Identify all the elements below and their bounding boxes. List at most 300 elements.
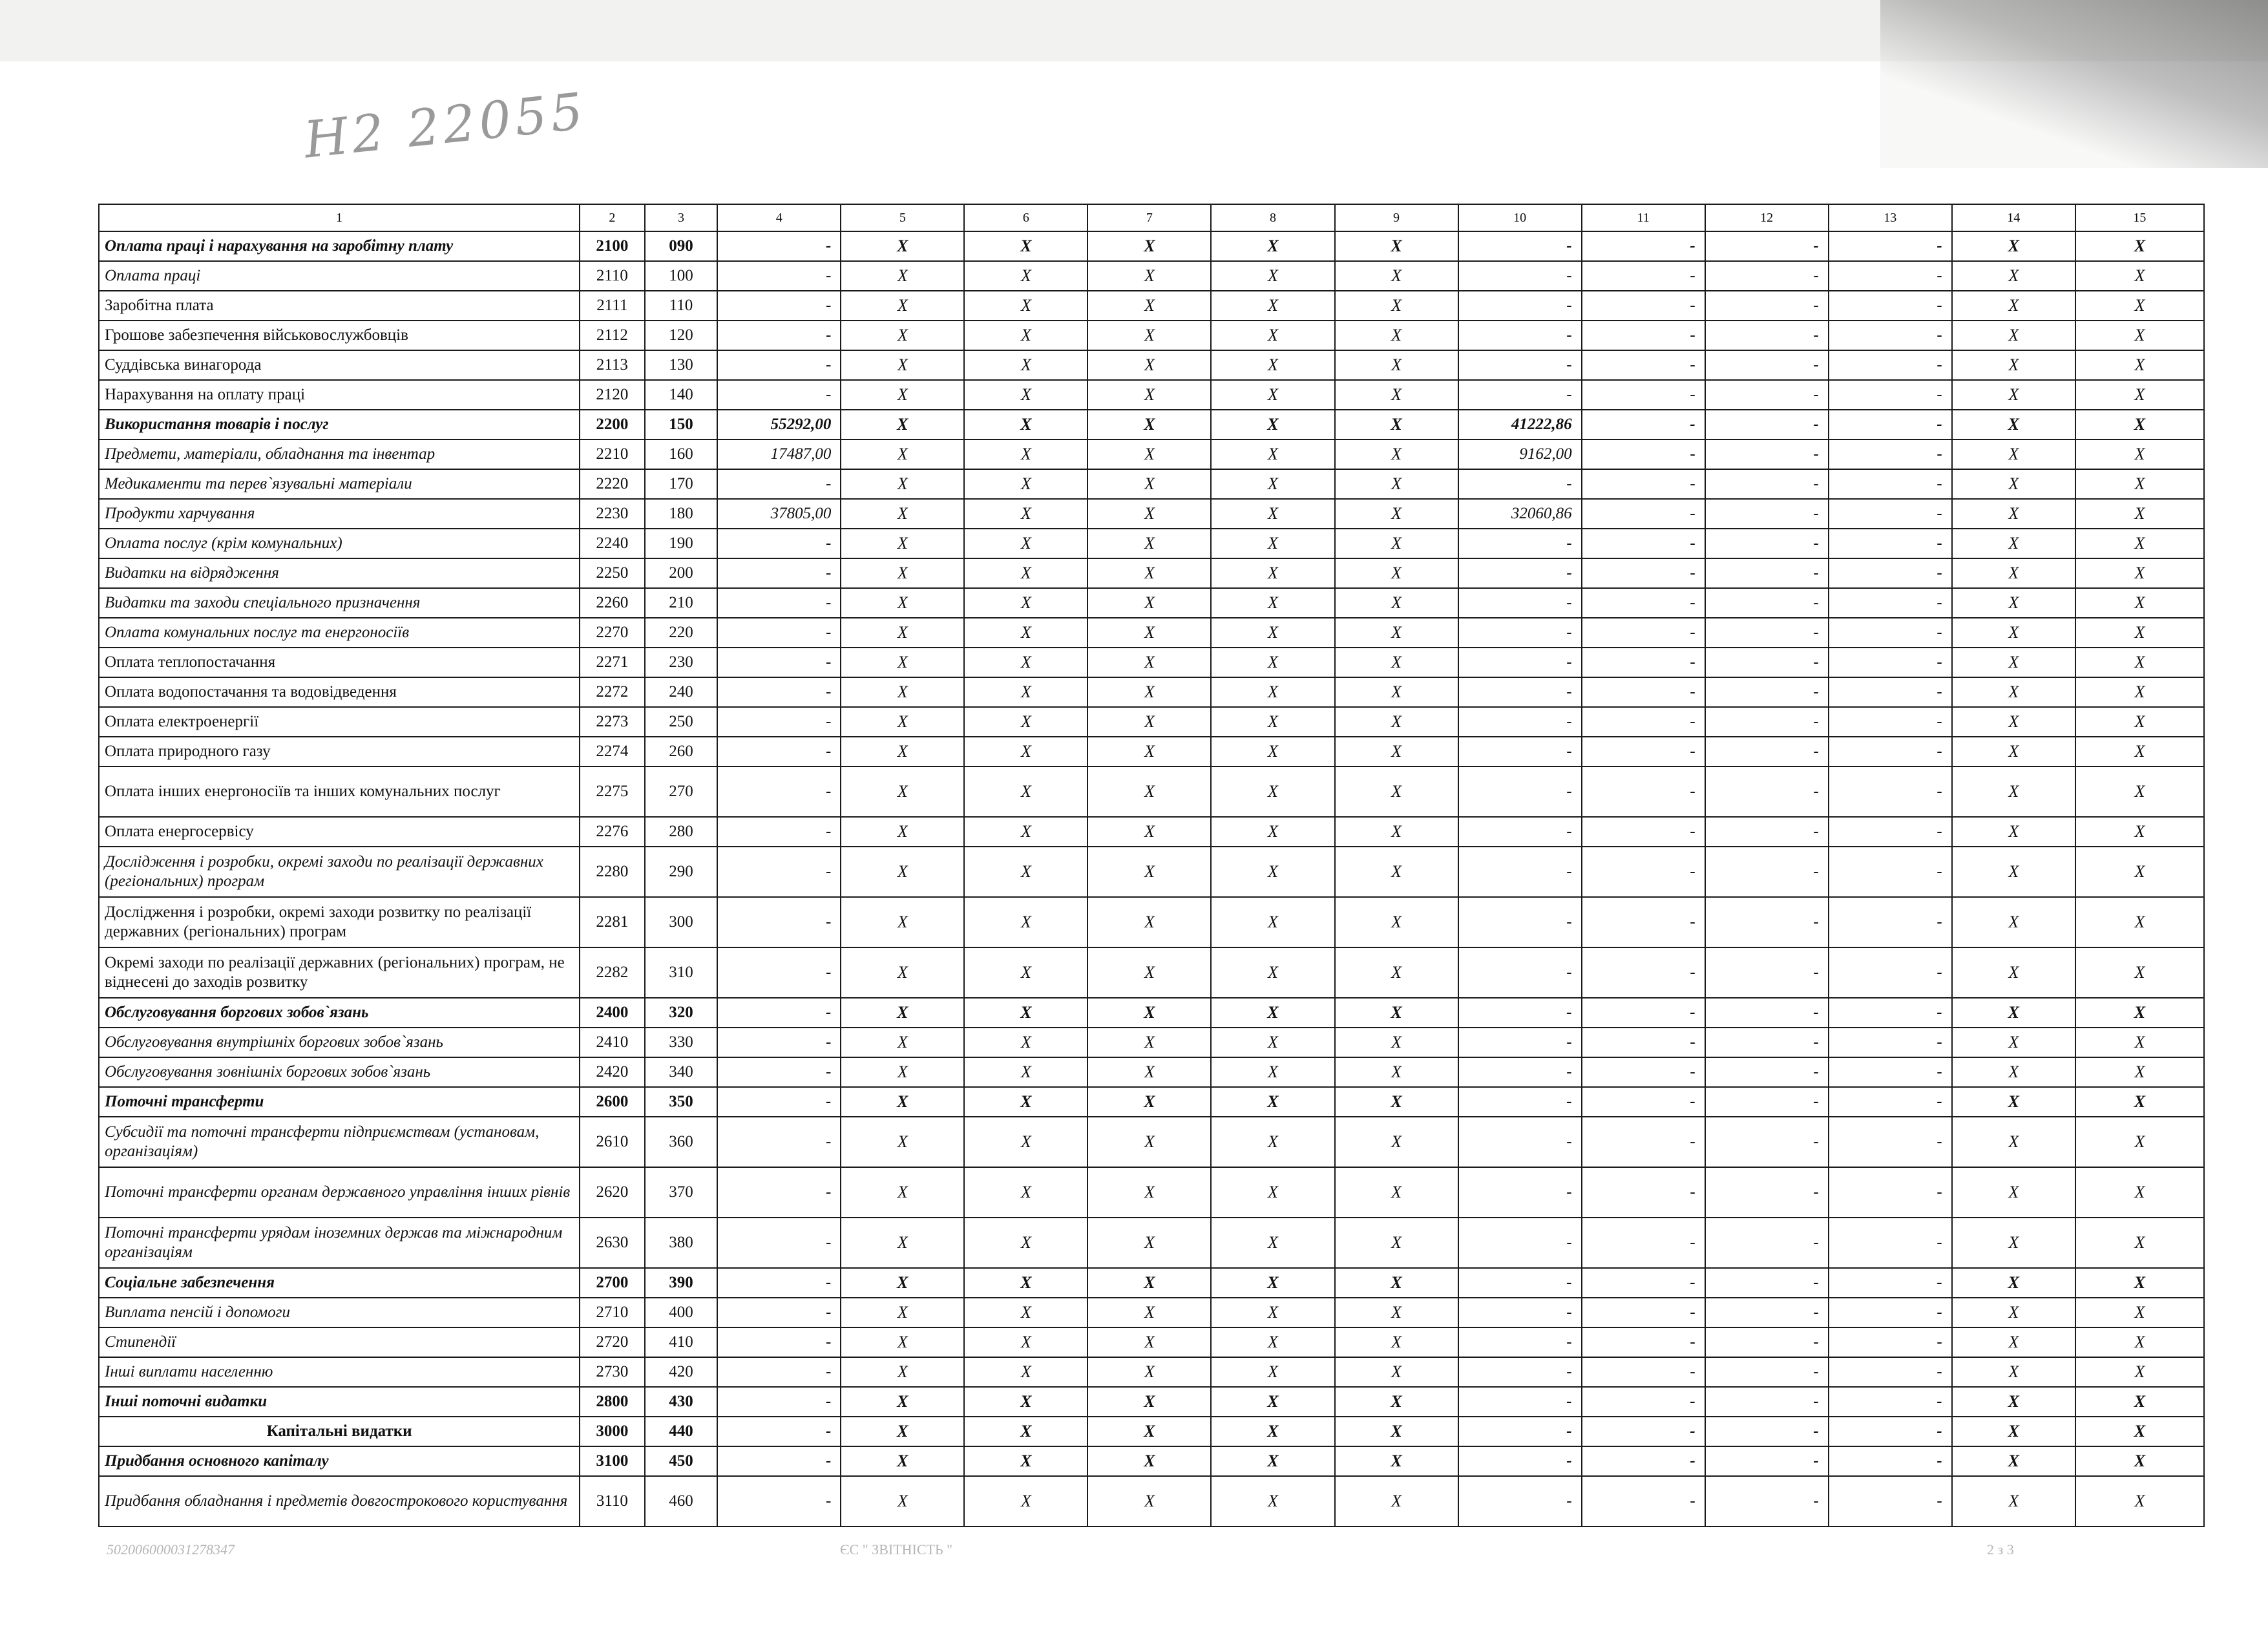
table-row: [99, 947, 2204, 998]
table-row: [99, 1327, 2204, 1357]
table-row: [99, 1357, 2204, 1387]
crossed-cell: X: [1087, 529, 1211, 558]
crossed-cell: X: [964, 1218, 1087, 1268]
crossed-cell: X: [1952, 817, 2075, 847]
amount-cell: -: [717, 847, 841, 897]
amount-cell: -: [1582, 261, 1705, 291]
crossed-cell: X: [2075, 707, 2204, 737]
crossed-cell: X: [964, 897, 1087, 947]
crossed-cell: X: [964, 1117, 1087, 1167]
crossed-cell: X: [1952, 350, 2075, 380]
amount-cell: -: [1582, 1327, 1705, 1357]
crossed-cell: X: [1952, 410, 2075, 439]
crossed-cell: X: [1952, 1167, 2075, 1218]
crossed-cell: X: [1087, 469, 1211, 499]
crossed-cell: X: [841, 1387, 964, 1417]
table-row: [99, 1057, 2204, 1087]
kekv-code: 2100: [580, 231, 645, 261]
amount-cell: -: [1582, 1057, 1705, 1087]
kekv-code: 2630: [580, 1218, 645, 1268]
table-row: [99, 261, 2204, 291]
crossed-cell: X: [964, 947, 1087, 998]
row-code: 450: [645, 1446, 718, 1476]
amount-cell: -: [717, 321, 841, 350]
row-code: 150: [645, 410, 718, 439]
crossed-cell: X: [964, 1087, 1087, 1117]
amount-cell: -: [1458, 350, 1582, 380]
kekv-code: 2276: [580, 817, 645, 847]
crossed-cell: X: [1211, 737, 1334, 766]
column-number-header: 3: [645, 204, 718, 231]
crossed-cell: X: [1087, 380, 1211, 410]
crossed-cell: X: [2075, 1387, 2204, 1417]
crossed-cell: X: [841, 1167, 964, 1218]
table-row: [99, 529, 2204, 558]
amount-cell: -: [717, 1417, 841, 1446]
crossed-cell: X: [841, 380, 964, 410]
amount-cell: -: [1829, 558, 1952, 588]
expenditure-item-name: Продукти харчування: [99, 499, 580, 529]
amount-cell: -: [1829, 1387, 1952, 1417]
amount-cell: 9162,00: [1458, 439, 1582, 469]
crossed-cell: X: [964, 291, 1087, 321]
amount-cell: -: [1458, 1417, 1582, 1446]
expenditure-item-name: Оплата водопостачання та водовідведення: [99, 677, 580, 707]
amount-cell: -: [717, 380, 841, 410]
amount-cell: -: [1705, 817, 1829, 847]
table-row: [99, 1167, 2204, 1218]
row-code: 260: [645, 737, 718, 766]
table-row: [99, 618, 2204, 648]
amount-cell: -: [1458, 847, 1582, 897]
amount-cell: -: [1458, 1357, 1582, 1387]
table-row: [99, 1117, 2204, 1167]
row-code: 210: [645, 588, 718, 618]
amount-cell: -: [717, 588, 841, 618]
crossed-cell: X: [2075, 469, 2204, 499]
crossed-cell: X: [841, 677, 964, 707]
amount-cell: -: [717, 558, 841, 588]
crossed-cell: X: [1335, 1268, 1458, 1298]
amount-cell: -: [1705, 499, 1829, 529]
amount-cell: -: [1582, 321, 1705, 350]
amount-cell: -: [1458, 291, 1582, 321]
crossed-cell: X: [841, 1357, 964, 1387]
crossed-cell: X: [1952, 847, 2075, 897]
expenditure-item-name: Інші поточні видатки: [99, 1387, 580, 1417]
table-row: [99, 1298, 2204, 1327]
crossed-cell: X: [1335, 1028, 1458, 1057]
amount-cell: -: [717, 1218, 841, 1268]
amount-cell: -: [1582, 1298, 1705, 1327]
kekv-code: 2620: [580, 1167, 645, 1218]
row-code: 380: [645, 1218, 718, 1268]
amount-cell: -: [1829, 499, 1952, 529]
kekv-code: 2120: [580, 380, 645, 410]
crossed-cell: X: [964, 1268, 1087, 1298]
crossed-cell: X: [2075, 677, 2204, 707]
amount-cell: -: [1582, 558, 1705, 588]
amount-cell: -: [1582, 231, 1705, 261]
table-row: [99, 558, 2204, 588]
row-code: 270: [645, 766, 718, 817]
crossed-cell: X: [964, 588, 1087, 618]
crossed-cell: X: [964, 1417, 1087, 1446]
crossed-cell: X: [1087, 947, 1211, 998]
crossed-cell: X: [964, 677, 1087, 707]
crossed-cell: X: [1211, 529, 1334, 558]
crossed-cell: X: [1335, 558, 1458, 588]
crossed-cell: X: [2075, 1057, 2204, 1087]
crossed-cell: X: [841, 897, 964, 947]
amount-cell: -: [1458, 1387, 1582, 1417]
amount-cell: -: [1582, 1357, 1705, 1387]
crossed-cell: X: [1952, 1087, 2075, 1117]
crossed-cell: X: [964, 1476, 1087, 1527]
crossed-cell: X: [1211, 469, 1334, 499]
crossed-cell: X: [1087, 1117, 1211, 1167]
kekv-code: 2271: [580, 648, 645, 677]
crossed-cell: X: [1087, 410, 1211, 439]
amount-cell: -: [1829, 1357, 1952, 1387]
crossed-cell: X: [1087, 847, 1211, 897]
amount-cell: -: [717, 1476, 841, 1527]
column-number-header: 14: [1952, 204, 2075, 231]
crossed-cell: X: [841, 558, 964, 588]
expenditure-item-name: Обслуговування внутрішніх боргових зобов`язань: [99, 1028, 580, 1057]
crossed-cell: X: [1211, 1218, 1334, 1268]
kekv-code: 3000: [580, 1417, 645, 1446]
crossed-cell: X: [841, 1218, 964, 1268]
crossed-cell: X: [1335, 469, 1458, 499]
amount-cell: -: [1829, 998, 1952, 1028]
row-code: 410: [645, 1327, 718, 1357]
amount-cell: -: [1582, 998, 1705, 1028]
crossed-cell: X: [2075, 529, 2204, 558]
row-code: 140: [645, 380, 718, 410]
crossed-cell: X: [964, 707, 1087, 737]
crossed-cell: X: [1211, 350, 1334, 380]
amount-cell: -: [1705, 1218, 1829, 1268]
expenditure-item-name: Поточні трансферти органам державного управління інших рівнів: [99, 1167, 580, 1218]
crossed-cell: X: [1335, 897, 1458, 947]
amount-cell: -: [1829, 1446, 1952, 1476]
amount-cell: -: [1458, 648, 1582, 677]
crossed-cell: X: [841, 1327, 964, 1357]
amount-cell: -: [1458, 558, 1582, 588]
kekv-code: 2600: [580, 1087, 645, 1117]
amount-cell: -: [1705, 1268, 1829, 1298]
amount-cell: -: [1705, 847, 1829, 897]
amount-cell: -: [1705, 439, 1829, 469]
table-row: [99, 897, 2204, 947]
crossed-cell: X: [841, 410, 964, 439]
crossed-cell: X: [1211, 618, 1334, 648]
crossed-cell: X: [1087, 1476, 1211, 1527]
amount-cell: -: [1458, 231, 1582, 261]
amount-cell: -: [1705, 231, 1829, 261]
expenditure-item-name: Оплата електроенергії: [99, 707, 580, 737]
row-code: 320: [645, 998, 718, 1028]
crossed-cell: X: [1087, 439, 1211, 469]
amount-cell: -: [1829, 817, 1952, 847]
amount-cell: -: [1582, 1387, 1705, 1417]
crossed-cell: X: [2075, 1218, 2204, 1268]
crossed-cell: X: [2075, 1357, 2204, 1387]
amount-cell: -: [1829, 529, 1952, 558]
expenditure-item-name: Оплата праці і нарахування на заробітну плату: [99, 231, 580, 261]
crossed-cell: X: [1335, 321, 1458, 350]
row-code: 400: [645, 1298, 718, 1327]
amount-cell: -: [1458, 469, 1582, 499]
crossed-cell: X: [1335, 1417, 1458, 1446]
crossed-cell: X: [841, 350, 964, 380]
folded-corner-shadow: [1880, 0, 2268, 168]
amount-cell: -: [1582, 1117, 1705, 1167]
expenditure-item-name: Оплата послуг (крім комунальних): [99, 529, 580, 558]
crossed-cell: X: [1087, 677, 1211, 707]
crossed-cell: X: [1211, 1327, 1334, 1357]
amount-cell: -: [1582, 766, 1705, 817]
amount-cell: -: [1705, 1087, 1829, 1117]
amount-cell: -: [1582, 380, 1705, 410]
crossed-cell: X: [1952, 1417, 2075, 1446]
kekv-code: 2111: [580, 291, 645, 321]
crossed-cell: X: [964, 261, 1087, 291]
amount-cell: 55292,00: [717, 410, 841, 439]
crossed-cell: X: [1952, 766, 2075, 817]
amount-cell: -: [717, 1028, 841, 1057]
expenditure-item-name: Капітальні видатки: [99, 1417, 580, 1446]
amount-cell: -: [1582, 648, 1705, 677]
expenditure-item-name: Інші виплати населенню: [99, 1357, 580, 1387]
crossed-cell: X: [2075, 817, 2204, 847]
crossed-cell: X: [1211, 847, 1334, 897]
table-row: [99, 350, 2204, 380]
crossed-cell: X: [1087, 1327, 1211, 1357]
expenditure-item-name: Оплата праці: [99, 261, 580, 291]
row-code: 220: [645, 618, 718, 648]
table-row: [99, 439, 2204, 469]
crossed-cell: X: [1335, 1327, 1458, 1357]
row-code: 130: [645, 350, 718, 380]
crossed-cell: X: [841, 1268, 964, 1298]
amount-cell: -: [1458, 1057, 1582, 1087]
crossed-cell: X: [841, 766, 964, 817]
expenditure-item-name: Поточні трансферти: [99, 1087, 580, 1117]
crossed-cell: X: [1211, 1268, 1334, 1298]
crossed-cell: X: [1335, 1387, 1458, 1417]
crossed-cell: X: [1211, 380, 1334, 410]
kekv-code: 2270: [580, 618, 645, 648]
crossed-cell: X: [964, 648, 1087, 677]
amount-cell: -: [1582, 588, 1705, 618]
amount-cell: -: [1705, 1057, 1829, 1087]
crossed-cell: X: [2075, 737, 2204, 766]
row-code: 310: [645, 947, 718, 998]
column-number-header-row: [99, 204, 2204, 231]
kekv-code: 2113: [580, 350, 645, 380]
expenditure-item-name: Оплата комунальних послуг та енергоносіїв: [99, 618, 580, 648]
amount-cell: -: [1829, 618, 1952, 648]
crossed-cell: X: [964, 410, 1087, 439]
amount-cell: -: [717, 231, 841, 261]
amount-cell: -: [1458, 947, 1582, 998]
crossed-cell: X: [1211, 1417, 1334, 1446]
amount-cell: -: [1582, 499, 1705, 529]
crossed-cell: X: [964, 817, 1087, 847]
amount-cell: -: [717, 1117, 841, 1167]
kekv-code: 2730: [580, 1357, 645, 1387]
crossed-cell: X: [964, 469, 1087, 499]
expenditure-item-name: Поточні трансферти урядам іноземних держав та міжнародним організаціям: [99, 1218, 580, 1268]
amount-cell: -: [1458, 1218, 1582, 1268]
crossed-cell: X: [1087, 1057, 1211, 1087]
crossed-cell: X: [841, 817, 964, 847]
crossed-cell: X: [1335, 766, 1458, 817]
row-code: 250: [645, 707, 718, 737]
expenditure-item-name: Заробітна плата: [99, 291, 580, 321]
amount-cell: -: [717, 291, 841, 321]
crossed-cell: X: [964, 558, 1087, 588]
crossed-cell: X: [1952, 499, 2075, 529]
crossed-cell: X: [1952, 707, 2075, 737]
crossed-cell: X: [1087, 1028, 1211, 1057]
crossed-cell: X: [1335, 410, 1458, 439]
crossed-cell: X: [841, 291, 964, 321]
crossed-cell: X: [1335, 350, 1458, 380]
amount-cell: -: [717, 1298, 841, 1327]
amount-cell: -: [1705, 588, 1829, 618]
amount-cell: -: [717, 1357, 841, 1387]
crossed-cell: X: [1952, 897, 2075, 947]
amount-cell: -: [1458, 1476, 1582, 1527]
amount-cell: -: [1582, 707, 1705, 737]
kekv-code: 3110: [580, 1476, 645, 1527]
column-number-header: 5: [841, 204, 964, 231]
amount-cell: -: [1705, 677, 1829, 707]
kekv-code: 2272: [580, 677, 645, 707]
amount-cell: -: [1829, 847, 1952, 897]
crossed-cell: X: [1952, 1117, 2075, 1167]
row-code: 350: [645, 1087, 718, 1117]
crossed-cell: X: [964, 1387, 1087, 1417]
amount-cell: -: [1705, 1417, 1829, 1446]
amount-cell: -: [1705, 291, 1829, 321]
table-row: [99, 677, 2204, 707]
crossed-cell: X: [1211, 261, 1334, 291]
amount-cell: -: [1705, 737, 1829, 766]
crossed-cell: X: [841, 1057, 964, 1087]
crossed-cell: X: [1211, 648, 1334, 677]
kekv-code: 2720: [580, 1327, 645, 1357]
crossed-cell: X: [964, 766, 1087, 817]
crossed-cell: X: [1952, 1327, 2075, 1357]
table-row: [99, 410, 2204, 439]
crossed-cell: X: [1211, 1298, 1334, 1327]
table-row: [99, 998, 2204, 1028]
crossed-cell: X: [964, 321, 1087, 350]
table-row: [99, 1028, 2204, 1057]
table-row: [99, 766, 2204, 817]
amount-cell: -: [1829, 588, 1952, 618]
table-row: [99, 1446, 2204, 1476]
amount-cell: -: [1705, 618, 1829, 648]
column-number-header: 13: [1829, 204, 1952, 231]
crossed-cell: X: [1211, 231, 1334, 261]
crossed-cell: X: [2075, 1268, 2204, 1298]
amount-cell: -: [1829, 677, 1952, 707]
crossed-cell: X: [1952, 1268, 2075, 1298]
amount-cell: -: [1458, 1167, 1582, 1218]
footer-page-number: 2 з 3: [1987, 1541, 2014, 1558]
crossed-cell: X: [841, 1087, 964, 1117]
amount-cell: -: [1458, 1446, 1582, 1476]
crossed-cell: X: [1087, 1446, 1211, 1476]
crossed-cell: X: [2075, 439, 2204, 469]
crossed-cell: X: [1087, 1167, 1211, 1218]
crossed-cell: X: [1087, 1218, 1211, 1268]
crossed-cell: X: [1335, 947, 1458, 998]
amount-cell: -: [1829, 1117, 1952, 1167]
crossed-cell: X: [2075, 998, 2204, 1028]
crossed-cell: X: [1335, 1087, 1458, 1117]
crossed-cell: X: [2075, 1087, 2204, 1117]
crossed-cell: X: [841, 847, 964, 897]
crossed-cell: X: [1211, 707, 1334, 737]
crossed-cell: X: [1087, 321, 1211, 350]
amount-cell: -: [1829, 947, 1952, 998]
amount-cell: -: [717, 707, 841, 737]
expenditure-item-name: Суддівська винагорода: [99, 350, 580, 380]
amount-cell: -: [1582, 1268, 1705, 1298]
row-code: 090: [645, 231, 718, 261]
amount-cell: -: [1829, 261, 1952, 291]
crossed-cell: X: [1211, 439, 1334, 469]
crossed-cell: X: [1211, 766, 1334, 817]
amount-cell: -: [1829, 1028, 1952, 1057]
crossed-cell: X: [841, 648, 964, 677]
crossed-cell: X: [2075, 648, 2204, 677]
kekv-code: 3100: [580, 1446, 645, 1476]
expenditure-item-name: Оплата теплопостачання: [99, 648, 580, 677]
amount-cell: -: [717, 737, 841, 766]
crossed-cell: X: [1087, 648, 1211, 677]
crossed-cell: X: [1087, 291, 1211, 321]
table-row: [99, 499, 2204, 529]
amount-cell: -: [717, 1327, 841, 1357]
crossed-cell: X: [1952, 1028, 2075, 1057]
crossed-cell: X: [964, 998, 1087, 1028]
expenditure-item-name: Медикаменти та перев`язувальні матеріали: [99, 469, 580, 499]
crossed-cell: X: [1211, 1117, 1334, 1167]
amount-cell: -: [717, 998, 841, 1028]
row-code: 440: [645, 1417, 718, 1446]
crossed-cell: X: [1952, 231, 2075, 261]
crossed-cell: X: [1211, 1057, 1334, 1087]
crossed-cell: X: [1087, 1298, 1211, 1327]
crossed-cell: X: [964, 231, 1087, 261]
amount-cell: 17487,00: [717, 439, 841, 469]
amount-cell: -: [1829, 1167, 1952, 1218]
expenditure-item-name: Оплата інших енергоносіїв та інших комунальних послуг: [99, 766, 580, 817]
amount-cell: -: [1705, 469, 1829, 499]
crossed-cell: X: [964, 380, 1087, 410]
crossed-cell: X: [2075, 1417, 2204, 1446]
crossed-cell: X: [841, 439, 964, 469]
amount-cell: -: [1705, 1298, 1829, 1327]
crossed-cell: X: [841, 1476, 964, 1527]
